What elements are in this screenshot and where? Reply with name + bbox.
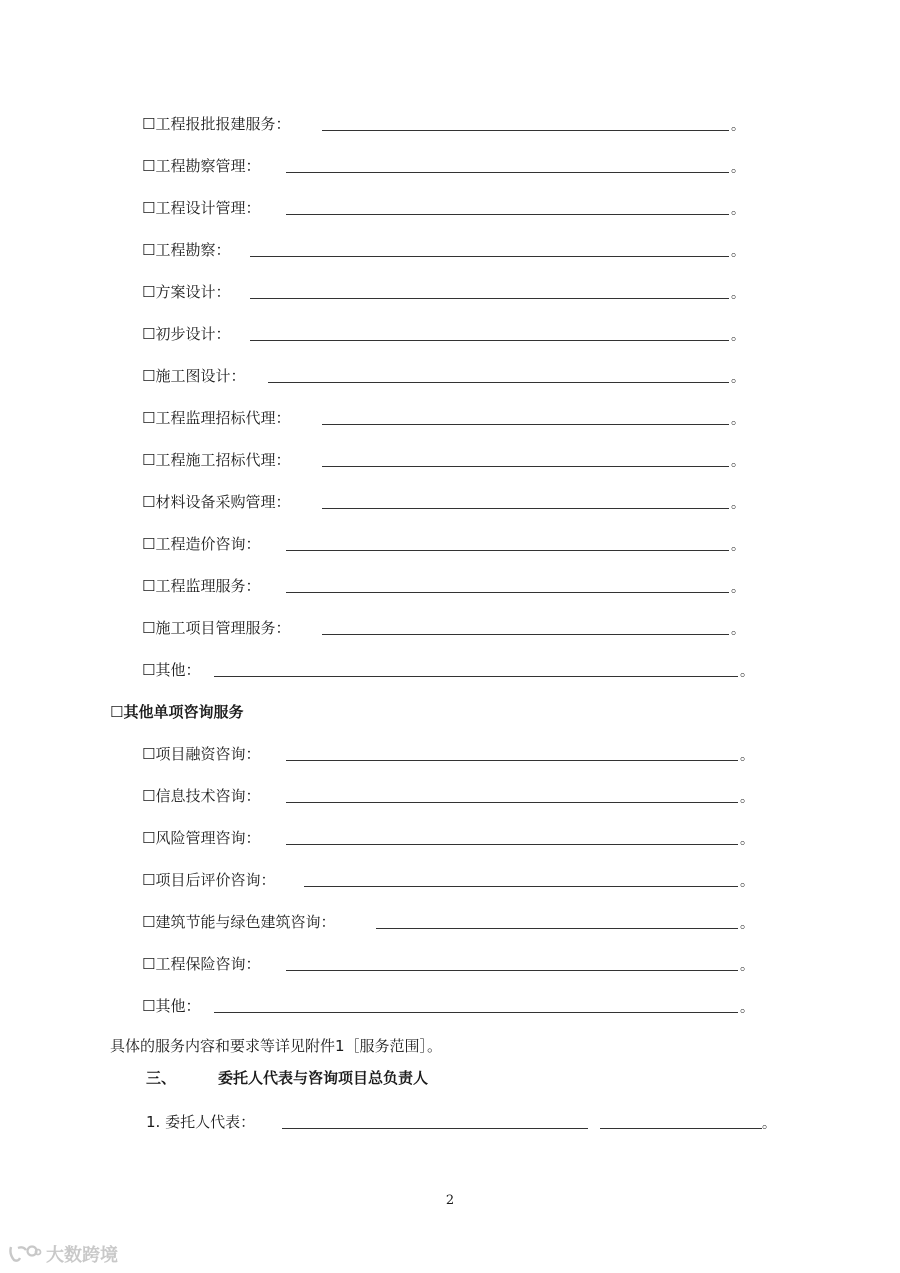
fill-in-field[interactable] (322, 634, 729, 635)
checkbox-label[interactable]: ☐建筑节能与绿色建筑咨询： (142, 913, 336, 931)
checkbox-label[interactable]: ☐其他： (142, 997, 201, 1015)
line-end-mark: 。 (731, 370, 745, 386)
checkbox-label[interactable]: ☐信息技术咨询： (142, 787, 261, 805)
client-representative-field[interactable] (282, 1128, 588, 1129)
line-end-mark: 。 (731, 412, 745, 428)
form-line (142, 826, 760, 850)
line-end-mark: 。 (740, 832, 754, 848)
line-end-mark: 。 (740, 790, 754, 806)
form-line (142, 868, 760, 892)
checkbox-label[interactable]: ☐材料设备采购管理： (142, 493, 291, 511)
line-end-mark: 。 (731, 538, 745, 554)
form-line (142, 154, 751, 178)
form-line (142, 238, 751, 262)
checkbox-label[interactable]: ☐工程勘察管理： (142, 157, 261, 175)
form-line (142, 196, 751, 220)
checkbox-label[interactable]: ☐项目融资咨询： (142, 745, 261, 763)
line-end-mark: 。 (740, 664, 754, 680)
fill-in-field[interactable] (286, 970, 738, 971)
line-end-mark: 。 (762, 1116, 776, 1132)
form-line (142, 574, 751, 598)
fill-in-field[interactable] (250, 298, 729, 299)
fill-in-field[interactable] (268, 382, 729, 383)
checkbox-label[interactable]: ☐施工图设计： (142, 367, 246, 385)
client-representative-label: 1. 委托人代表： (146, 1113, 256, 1131)
section-heading (110, 700, 320, 724)
checkbox-label[interactable]: ☐工程报批报建服务： (142, 115, 291, 133)
checkbox-label[interactable]: ☐其他： (142, 661, 201, 679)
fill-in-field[interactable] (214, 1012, 738, 1013)
line-end-mark: 。 (731, 580, 745, 596)
line-end-mark: 。 (731, 622, 745, 638)
client-representative-field-2[interactable] (600, 1128, 762, 1129)
form-line (142, 112, 751, 136)
form-line (142, 658, 760, 682)
fill-in-field[interactable] (286, 214, 729, 215)
fill-in-field[interactable] (250, 256, 729, 257)
line-end-mark: 。 (740, 958, 754, 974)
form-line (142, 784, 760, 808)
line-end-mark: 。 (740, 1000, 754, 1016)
watermark (8, 1243, 118, 1265)
fill-in-field[interactable] (286, 802, 738, 803)
page-number: 2 (445, 1193, 455, 1208)
checkbox-label[interactable]: ☐方案设计： (142, 283, 231, 301)
checkbox-label[interactable]: ☐工程设计管理： (142, 199, 261, 217)
line-end-mark: 。 (731, 244, 745, 260)
line-end-mark: 。 (731, 454, 745, 470)
fill-in-field[interactable] (322, 466, 729, 467)
watermark-text: 大数跨境 (46, 1245, 118, 1266)
line-end-mark: 。 (731, 118, 745, 134)
line-end-mark: 。 (731, 286, 745, 302)
form-line (142, 742, 760, 766)
fill-in-field[interactable] (322, 424, 729, 425)
fill-in-field[interactable] (286, 550, 729, 551)
line-end-mark: 。 (740, 748, 754, 764)
fill-in-field[interactable] (286, 760, 738, 761)
form-line (142, 952, 760, 976)
checkbox-label[interactable]: ☐工程保险咨询： (142, 955, 261, 973)
form-line (142, 490, 751, 514)
section-heading-label[interactable]: ☐其他单项咨询服务 (110, 703, 244, 721)
checkbox-label[interactable]: ☐工程造价咨询： (142, 535, 261, 553)
section-3-title: 委托人代表与咨询项目总负责人 (218, 1069, 429, 1087)
fill-in-field[interactable] (322, 130, 729, 131)
checkbox-label[interactable]: ☐风险管理咨询： (142, 829, 261, 847)
checkbox-label[interactable]: ☐施工项目管理服务： (142, 619, 291, 637)
line-end-mark: 。 (731, 160, 745, 176)
fill-in-field[interactable] (286, 592, 729, 593)
fill-in-field[interactable] (250, 340, 729, 341)
form-line (142, 616, 751, 640)
fill-in-field[interactable] (286, 844, 738, 845)
form-line (142, 364, 751, 388)
section-3-number: 三、 (146, 1069, 177, 1087)
checkbox-label[interactable]: ☐工程监理招标代理： (142, 409, 291, 427)
line-end-mark: 。 (731, 202, 745, 218)
fill-in-field[interactable] (286, 172, 729, 173)
line-end-mark: 。 (731, 496, 745, 512)
fill-in-field[interactable] (304, 886, 738, 887)
watermark-logo-icon (8, 1244, 42, 1264)
line-end-mark: 。 (731, 328, 745, 344)
checkbox-label[interactable]: ☐工程勘察： (142, 241, 231, 259)
fill-in-field[interactable] (322, 508, 729, 509)
line-end-mark: 。 (740, 916, 754, 932)
form-line (142, 406, 751, 430)
client-representative-line (146, 1110, 786, 1134)
line-end-mark: 。 (740, 874, 754, 890)
form-line (142, 280, 751, 304)
form-line (142, 994, 760, 1018)
services-note: 具体的服务内容和要求等详见附件1［服务范围］。 (110, 1037, 443, 1055)
form-line (142, 910, 760, 934)
form-line (142, 448, 751, 472)
form-line (142, 322, 751, 346)
form-line (142, 532, 751, 556)
checkbox-label[interactable]: ☐项目后评价咨询： (142, 871, 276, 889)
checkbox-label[interactable]: ☐初步设计： (142, 325, 231, 343)
fill-in-field[interactable] (376, 928, 738, 929)
checkbox-label[interactable]: ☐工程监理服务： (142, 577, 261, 595)
checkbox-label[interactable]: ☐工程施工招标代理： (142, 451, 291, 469)
fill-in-field[interactable] (214, 676, 738, 677)
